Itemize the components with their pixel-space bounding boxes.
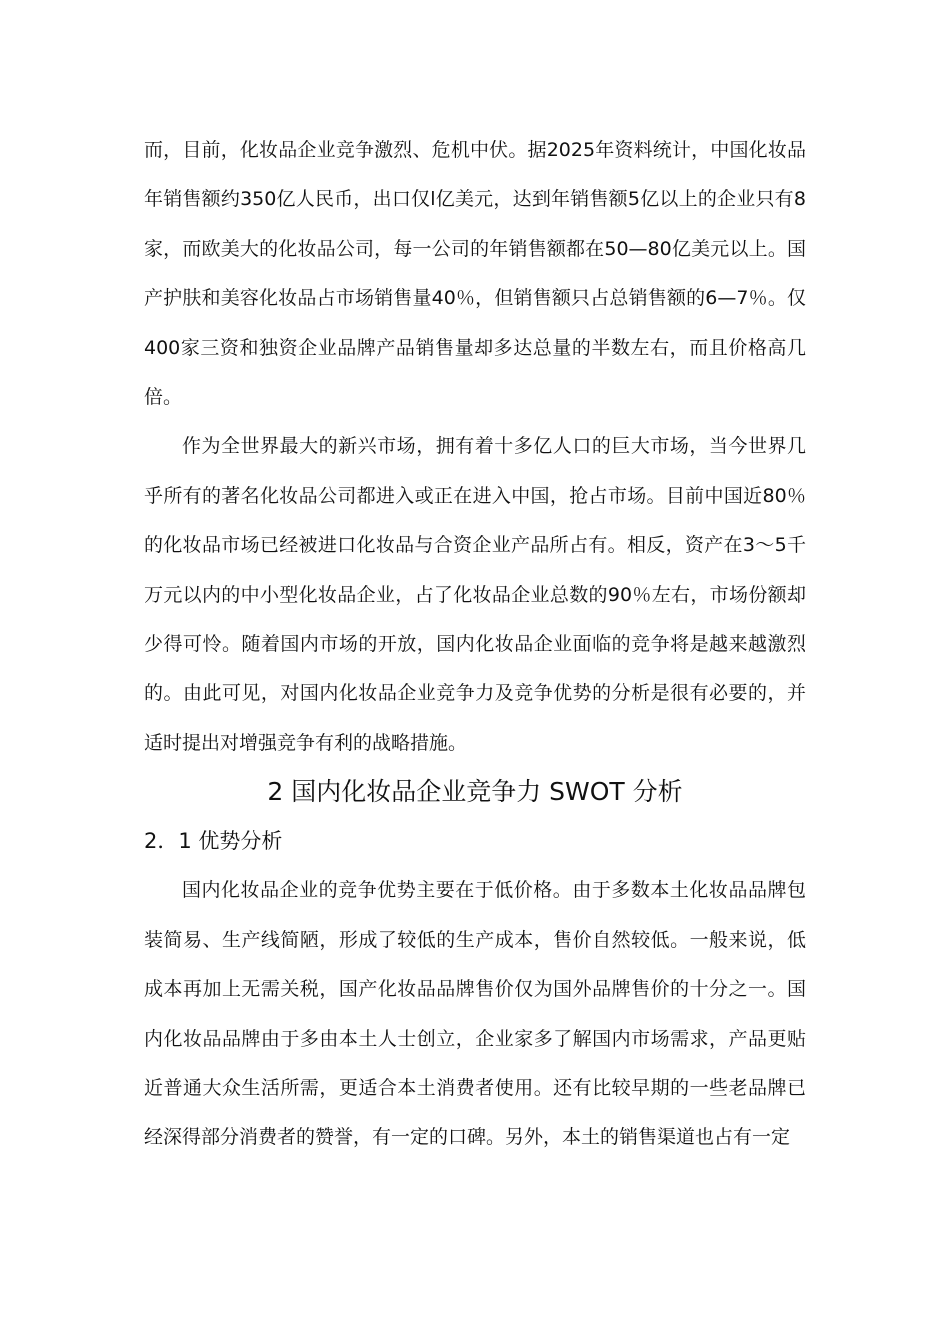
document-body	[144, 126, 806, 1163]
paragraph-market-statistics: 而，目前，化妆品企业竞争激烈、危机中伏。据2025年资料统计，中国化妆品年销售额约350亿人民币，出口仅l亿美元，达到年销售额5亿以上的企业只有8家，而欧美大的化妆品公司，每一公司的年销售额都在50—80亿美元以上。国产护肤和美容化妆品占市场销售量40％，但销售额只占总销售额的6—7％。仅400家三资和独资企业品牌产品销售量却多达总量的半数左右，而且价格高几倍。	[144, 139, 806, 409]
paragraph-foreign-competition: 作为全世界最大的新兴市场，拥有着十多亿人口的巨大市场，当今世界几乎所有的著名化妆品公司都进入或正在进入中国，抢占市场。目前中国近80％的化妆品市场已经被进口化妆品与合资企业产品所占有。相反，资产在3～5千万元以内的中小型化妆品企业，占了化妆品企业总数的90％左右，市场份额却少得可怜。随着国内市场的开放，国内化妆品企业面临的竞争将是越来越激烈的。由此可见，对国内化妆品企业竞争力及竞争优势的分析是很有必要的，并适时提出对增强竞争有利的战略措施。	[144, 435, 806, 754]
paragraph-strengths: 国内化妆品企业的竞争优势主要在于低价格。由于多数本土化妆品品牌包装简易、生产线简陋，形成了较低的生产成本，售价自然较低。一般来说，低成本再加上无需关税，国产化妆品品牌售价仅为国外品牌售价的十分之一。国内化妆品品牌由于多由本土人士创立，企业家多了解国内市场需求，产品更贴近普通大众生活所需，更适合本土消费者使用。还有比较早期的一些老品牌已经深得部分消费者的赞誉，有一定的口碑。另外，本土的销售渠道也占有一定	[144, 879, 806, 1149]
section-heading-swot: 2 国内化妆品企业竞争力 SWOT 分析	[267, 777, 683, 807]
subsection-heading-strengths: 2．1 优势分析	[144, 829, 283, 854]
